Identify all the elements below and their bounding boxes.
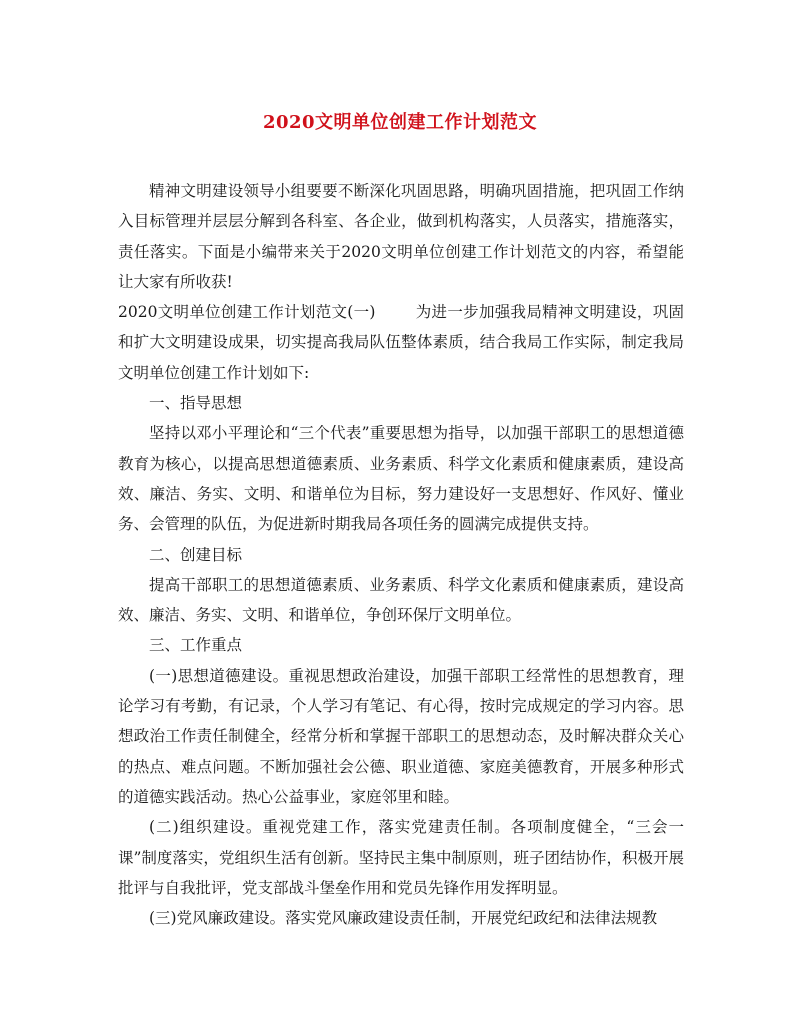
heading-guiding-ideology: 一、指导思想 [149,394,243,413]
guiding-ideology-paragraph: 坚持以邓小平理论和“三个代表”重要思想为指导，以加强干部职工的思想道德教育为核心，以提高思想道德素质、业务素质、科学文化素质和健康素质，建设高效、廉洁、务实、文明、和谐单位为目标，努力建设好一支思想好、作风好、懂业务、会管理的队伍，为促进新时期我局各项任务的圆满完成提供支持。 [118,424,684,534]
document-title: 2020文明单位创建工作计划范文 [262,112,538,133]
document-body [118,176,684,933]
work-focus-item-1: (一)思想道德建设。重视思想政治建设，加强干部职工经常性的思想教育，理论学习有考勤，有记录，个人学习有笔记、有心得，按时完成规定的学习内容。思想政治工作责任制健全，经常分析和掌握干部职工的思想动态，及时解决群众关心的热点、难点问题。不断加强社会公德、职业道德、家庭美德教育，开展多种形式的道德实践活动。热心公益事业，家庭邻里和睦。 [118,666,684,806]
heading-creation-goal: 二、创建目标 [149,545,243,564]
section1-paragraph [118,297,684,388]
section1-text: 为进一步加强我局精神文明建设，巩固和扩大文明建设成果，切实提高我局队伍整体素质，结合我局工作实际，制定我局文明单位创建工作计划如下: [118,303,684,382]
heading-work-focus: 三、工作重点 [149,636,243,655]
creation-goal-paragraph: 提高干部职工的思想道德素质、业务素质、科学文化素质和健康素质，建设高效、廉洁、务实、文明、和谐单位，争创环保厅文明单位。 [118,575,684,625]
work-focus-item-3: (三)党风廉政建设。落实党风廉政建设责任制，开展党纪政纪和法律法规教 [149,909,658,928]
intro-paragraph: 精神文明建设领导小组要要不断深化巩固思路，明确巩固措施，把巩固工作纳入目标管理并层层分解到各科室、各企业，做到机构落实，人员落实，措施落实，责任落实。下面是小编带来关于2020文明单位创建工作计划范文的内容，希望能让大家有所收获! [118,182,684,291]
section1-label: 2020文明单位创建工作计划范文(一) [118,303,376,322]
work-focus-item-2: (二)组织建设。重视党建工作，落实党建责任制。各项制度健全，“三会一课”制度落实，党组织生活有创新。坚持民主集中制原则，班子团结协作，积极开展批评与自我批评，党支部战斗堡垒作用和党员先锋作用发挥明显。 [118,818,684,897]
